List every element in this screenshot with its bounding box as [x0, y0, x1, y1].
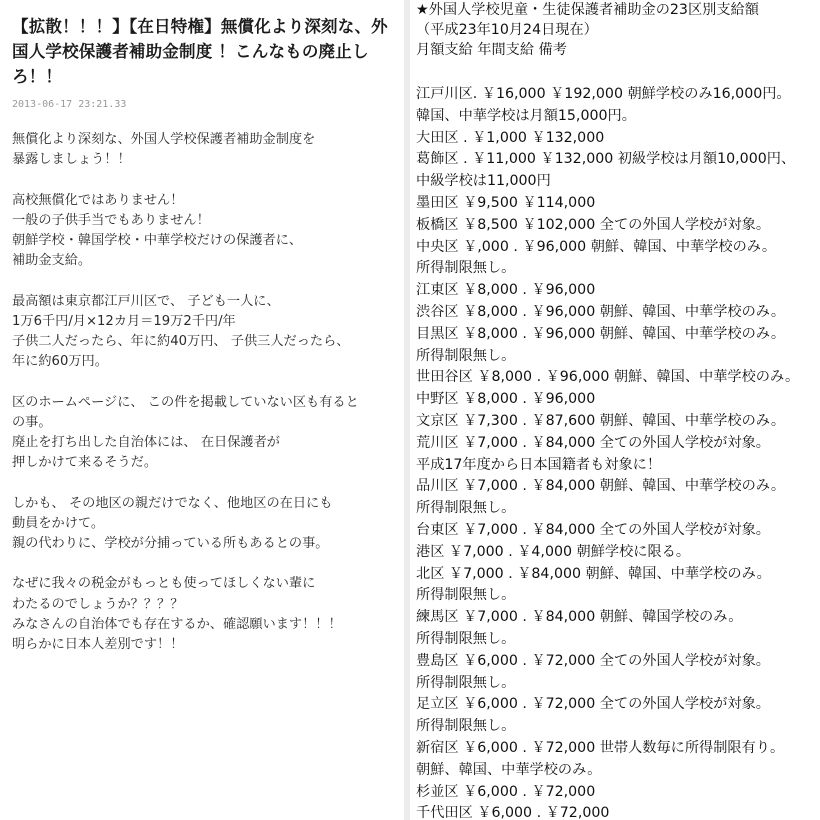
ward-list-line: 練馬区 ￥7,000 . ￥84,000 朝鮮、韓国学校のみ。 — [416, 609, 743, 626]
ward-list-line: 台東区 ￥7,000 . ￥84,000 全ての外国人学校が対象。 — [416, 521, 770, 538]
post-line: しかも、 その地区の親だけでなく、他地区の在日にも — [12, 495, 333, 511]
ward-list-line: 中央区 ￥,000 . ￥96,000 朝鮮、韓国、中華学校のみ。 — [416, 238, 777, 255]
ward-list-line: 江東区 ￥8,000 . ￥96,000 — [416, 282, 596, 299]
ward-list-line: 所得制限無し。 — [416, 630, 516, 647]
post-line: 廃止を打ち出した自治体には、 在日保護者が — [12, 435, 280, 450]
ward-list-line: 品川区 ￥7,000 . ￥84,000 朝鮮、韓国、中華学校のみ。 — [416, 478, 786, 495]
list-header-line: ★外国人学校児童・生徒保護者補助金の23区別支給額 — [416, 2, 759, 18]
ward-list-line: 大田区 . ￥1,000 ￥132,000 — [416, 129, 605, 146]
ward-list-line: 所得制限無し。 — [416, 674, 516, 691]
ward-list-line: 所得制限無し。 — [416, 260, 516, 277]
ward-list-line: 豊島区 ￥6,000 . ￥72,000 全ての外国人学校が対象。 — [416, 652, 770, 669]
post-paragraph — [12, 494, 394, 555]
post-paragraph — [12, 574, 394, 655]
list-header — [416, 0, 820, 60]
ward-list-line: 江戸川区. ￥16,000 ￥192,000 朝鮮学校のみ16,000円。 — [416, 86, 791, 102]
post-line: 親の代わりに、学校が分捕っている所もあるとの事。 — [12, 536, 329, 551]
ward-list-line: 所得制限無し。 — [416, 587, 516, 604]
post-line: 明らかに日本人差別です！！ — [12, 637, 184, 652]
post-line: 朝鮮学校・韓国学校・中華学校だけの保護者に、 — [12, 233, 303, 248]
ward-list-line: 文京区 ￥7,300 . ￥87,600 朝鮮、韓国、中華学校のみ。 — [416, 412, 786, 429]
ward-list-line: 中野区 ￥8,000 . ￥96,000 — [416, 391, 596, 408]
ward-list-line: 韓国、中華学校は月額15,000円。 — [416, 107, 636, 124]
ward-list-line: 世田谷区 ￥8,000 . ￥96,000 朝鮮、韓国、中華学校のみ。 — [416, 369, 800, 386]
post-line: 年に約60万円。 — [12, 354, 108, 370]
ward-list-line: 所得制限無し。 — [416, 347, 516, 364]
subsidy-list-panel — [410, 0, 820, 820]
post-title — [12, 14, 394, 89]
post-paragraph — [12, 292, 394, 373]
post-title-line: 【拡散！！！】【在日特権】無償化より深刻な、外 — [12, 17, 388, 36]
post-line: みなさんの自治体でも存在するか、確認願います！！！ — [12, 616, 342, 632]
list-header-line: （平成23年10月24日現在） — [416, 22, 598, 38]
post-line: 1万6千円/月×12カ月＝19万2千円/年 — [12, 313, 236, 329]
ward-list-line: 港区 ￥7,000 . ￥4,000 朝鮮学校に限る。 — [416, 543, 691, 560]
ward-list-line: 中級学校は11,000円 — [416, 173, 551, 190]
blog-post-panel — [0, 0, 400, 820]
post-line: 最高額は東京都江戸川区で、 子ども一人に、 — [12, 293, 280, 309]
post-line: なぜに我々の税金がもっとも使ってほしくない輩に — [12, 576, 316, 592]
list-header-line: 月額支給 年間支給 備考 — [416, 42, 567, 58]
ward-list-line: 荒川区 ￥7,000 . ￥84,000 全ての外国人学校が対象。 — [416, 434, 770, 451]
ward-list-line: 所得制限無し。 — [416, 718, 516, 735]
post-paragraph — [12, 130, 394, 170]
ward-list-line: 所得制限無し。 — [416, 500, 516, 517]
post-date: 2013-06-17 23:21.33 — [12, 99, 127, 110]
post-line: 暴露しましょう！！ — [12, 152, 131, 168]
ward-list-line: 目黒区 ￥8,000 . ￥96,000 朝鮮、韓国、中華学校のみ。 — [416, 325, 786, 342]
ward-list-line: 新宿区 ￥6,000 . ￥72,000 世帯人数毎に所得制限有り。 — [416, 739, 785, 756]
ward-list-line: 平成17年度から日本国籍者も対象に！ — [416, 456, 662, 473]
post-line: 高校無償化ではありません！ — [12, 192, 184, 208]
post-body — [12, 130, 394, 655]
post-title-line: ろ！！ — [12, 67, 63, 86]
ward-list-line: 杉並区 ￥6,000 . ￥72,000 — [416, 783, 596, 800]
post-paragraph — [12, 393, 394, 474]
post-line: わたるのでしょうか？？？？ — [12, 596, 184, 612]
post-title-line: 国人学校保護者補助金制度 ！こんなもの廃止し — [12, 42, 369, 61]
ward-list-line: 墨田区 ￥9,500 ￥114,000 — [416, 194, 596, 211]
post-line: 補助金支給。 — [12, 253, 92, 269]
ward-list-line: 千代田区 ￥6,000 . ￥72,000 — [416, 805, 610, 820]
ward-list-line: 足立区 ￥6,000 . ￥72,000 全ての外国人学校が対象。 — [416, 696, 770, 713]
post-line: 無償化より深刻な、外国人学校保護者補助金制度を — [12, 132, 316, 147]
post-line: の事。 — [12, 414, 52, 430]
post-line: 押しかけて来るそうだ。 — [12, 455, 158, 471]
ward-list-line: 渋谷区 ￥8,000 . ￥96,000 朝鮮、韓国、中華学校のみ。 — [416, 303, 786, 320]
ward-list-line: 葛飾区 . ￥11,000 ￥132,000 初級学校は月額10,000円、 — [416, 151, 796, 168]
ward-list — [416, 84, 820, 820]
ward-list-line: 北区 ￥7,000 . ￥84,000 朝鮮、韓国、中華学校のみ。 — [416, 565, 771, 582]
post-paragraph — [12, 191, 394, 272]
post-line: 子供二人だったら、年に約40万円、 子供三人だったら、 — [12, 334, 350, 349]
post-line: 区のホームページに、 この件を掲載していない区も有ると — [12, 394, 359, 410]
ward-list-line: 朝鮮、韓国、中華学校のみ。 — [416, 761, 602, 778]
ward-list-line: 板橋区 ￥8,500 ￥102,000 全ての外国人学校が対象。 — [416, 216, 771, 233]
post-line: 一般の子供手当でもありません！ — [12, 212, 210, 228]
post-line: 動員をかけて。 — [12, 515, 105, 531]
